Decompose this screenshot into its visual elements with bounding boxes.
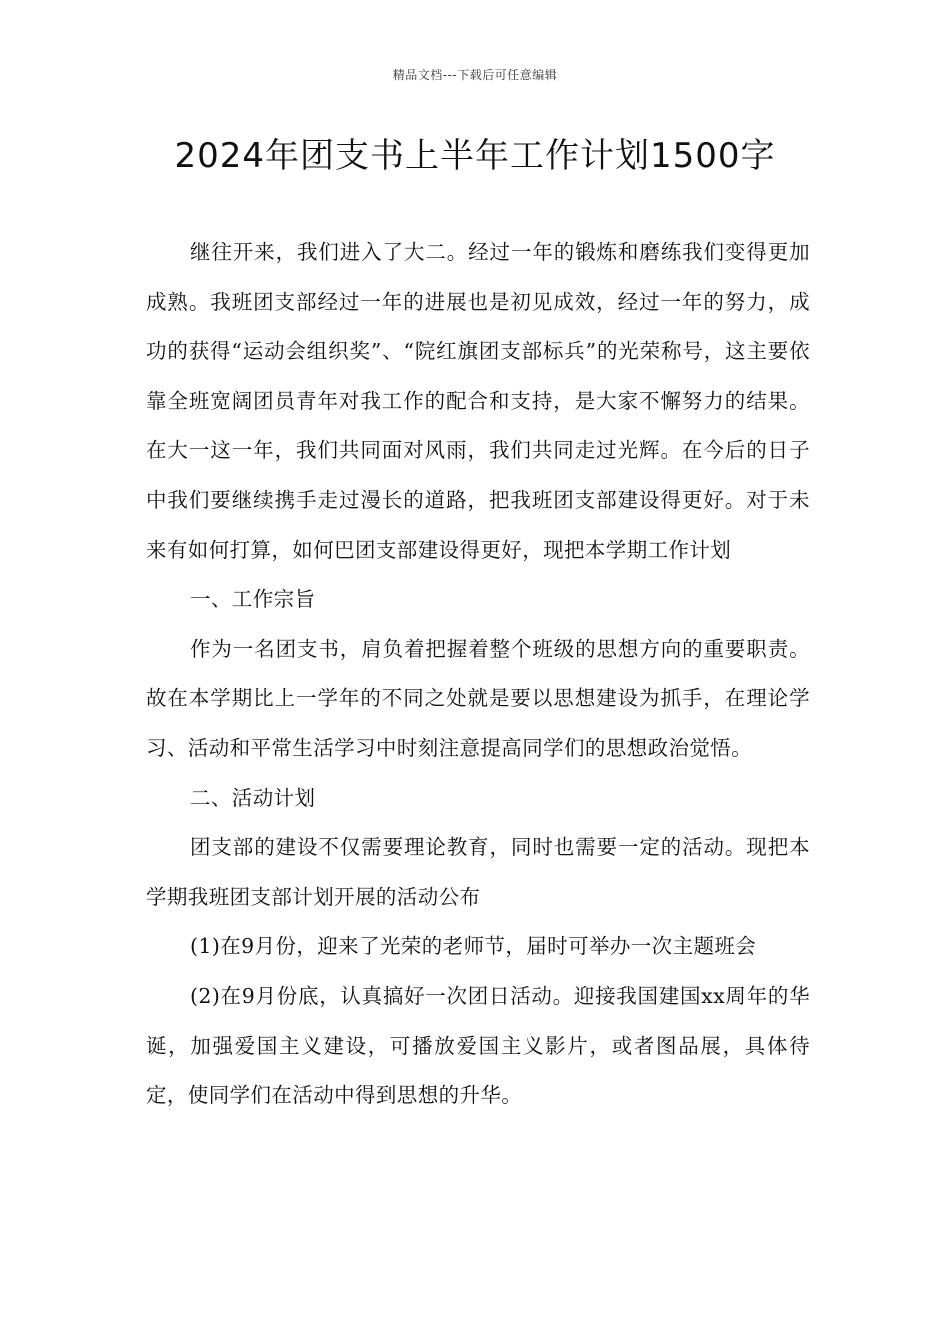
intro-paragraph: 继往开来，我们进入了大二。经过一年的锻炼和磨练我们变得更加成熟。我班团支部经过一年的进展也是初见成效，经过一年的努力，成功的获得“运动会组织奖”、“院红旗团支部标兵”的光荣称号，这主要依靠全班宽阔团员青年对我工作的配合和支持，是大家不懈努力的结果。在大一这一年，我们共同面对风雨，我们共同走过光辉。在今后的日子中我们要继续携手走过漫长的道路，把我班团支部建设得更好。对于未来有如何打算，如何巴团支部建设得更好，现把本学期工作计划 — [146, 240, 810, 562]
purpose-paragraph: 作为一名团支书，肩负着把握着整个班级的思想方向的重要职责。故在本学期比上一学年的不同之处就是要以思想建设为抓手，在理论学习、活动和平常生活学习中时刻注意提高同学们的思想政治觉悟。 — [146, 636, 810, 760]
activity-item-1: (1)在9月份，迎来了光荣的老师节，届时可举办一次主题班会 — [190, 934, 757, 959]
section-heading-purpose: 一、工作宗旨 — [190, 587, 316, 612]
section-heading-activities: 二、活动计划 — [190, 785, 316, 810]
activity-item-2: (2)在9月份底，认真搞好一次团日活动。迎接我国建国xx周年的华诞，加强爱国主义建设，可播放爱国主义影片，或者图品展，具体待定，使同学们在活动中得到思想的升华。 — [146, 983, 810, 1108]
activities-paragraph: 团支部的建设不仅需要理论教育，同时也需要一定的活动。现把本学期我班团支部计划开展的活动公布 — [146, 835, 810, 909]
document-body — [146, 228, 810, 1121]
header-note: 精品文档---下载后可任意编辑 — [392, 68, 558, 82]
document-title: 2024年团支书上半年工作计划1500字 — [174, 136, 776, 176]
